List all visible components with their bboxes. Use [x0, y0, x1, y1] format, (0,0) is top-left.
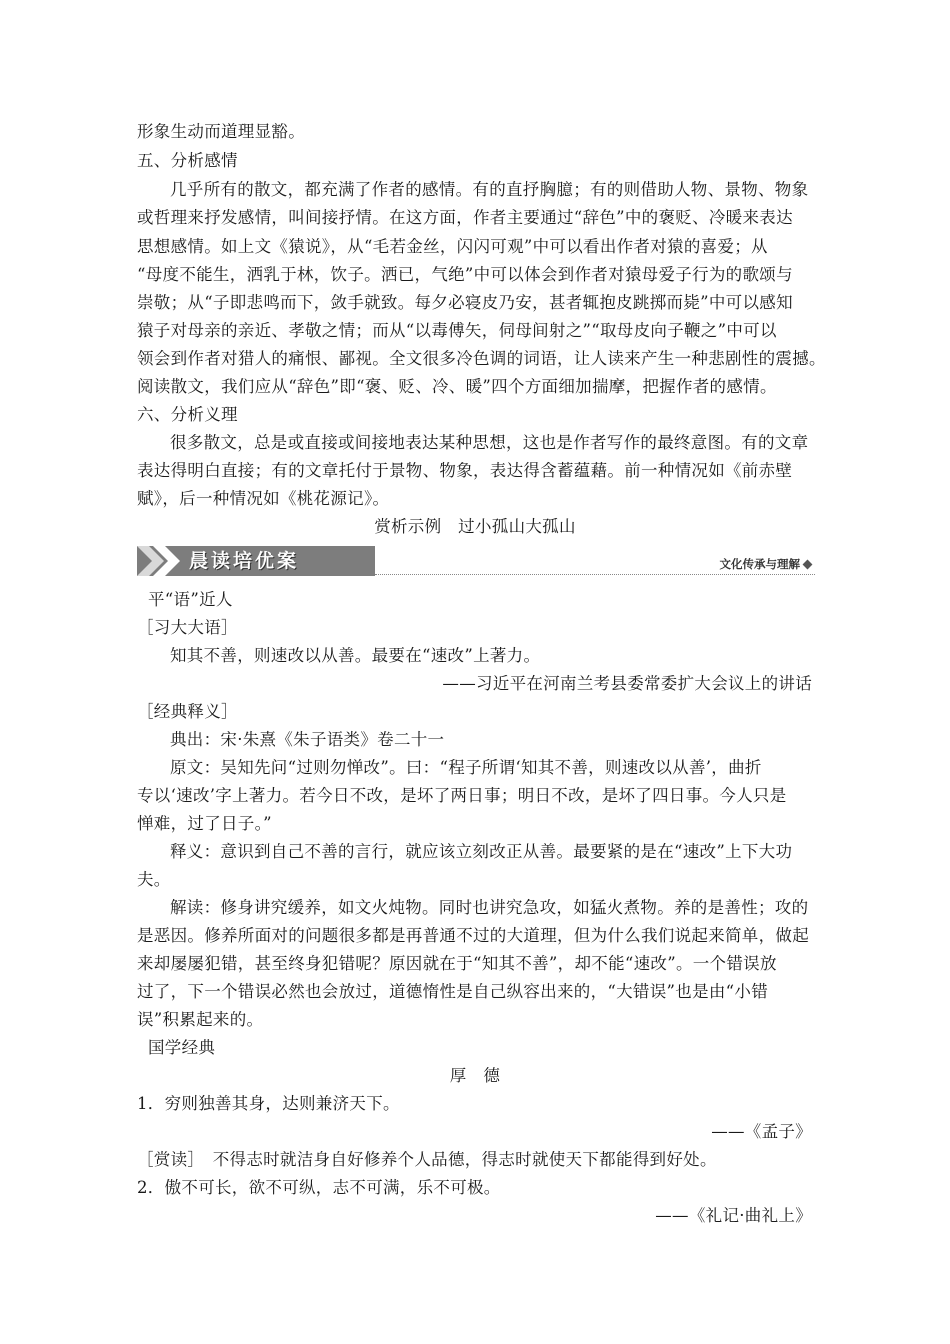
- paragraph-line: 惮难，过了日子。”: [137, 814, 272, 833]
- item-source: ——《礼记·曲礼上》: [655, 1206, 812, 1225]
- diamond-icon: [803, 560, 813, 570]
- paragraph-line: 很多散文，总是或直接或间接地表达某种思想，这也是作者写作的最终意图。有的文章: [170, 433, 809, 452]
- paragraph-line: 释义：意识到自己不善的言行，就应该立刻改正从善。最要紧的是在“速改”上下大功: [170, 842, 793, 861]
- paragraph-line: 领会到作者对猎人的痛恨、鄙视。全文很多冷色调的词语，让人读来产生一种悲剧性的震撼。: [137, 349, 826, 368]
- banner-divider: [375, 574, 815, 575]
- section-heading: 六、分析义理: [137, 405, 238, 424]
- paragraph-line: 过了，下一个错误必然也会放过，道德惰性是自己纵容出来的，“大错误”也是由“小错: [137, 982, 769, 1001]
- section-banner: [137, 546, 815, 576]
- section-heading: 五、分析感情: [137, 151, 238, 170]
- subsection-title: 厚 德: [449, 1066, 501, 1085]
- paragraph-line: “母度不能生，洒乳于林，饮子。洒已，气绝”中可以体会到作者对猿母爱子行为的歌颂与: [137, 265, 793, 284]
- paragraph-line: 或哲理来抒发感情，叫间接抒情。在这方面，作者主要通过“辞色”中的褒贬、冷暖来表达: [137, 208, 793, 227]
- paragraph-line: 阅读散文，我们应从“辞色”即“褒、贬、冷、暖”四个方面细加揣摩，把握作者的感情。: [137, 377, 777, 396]
- paragraph-line: 思想感情。如上文《猿说》，从“毛若金丝，闪闪可观”中可以看出作者对猿的喜爱；从: [137, 237, 768, 256]
- section-heading: 平“语”近人: [148, 590, 233, 609]
- paragraph-line: 来却屡屡犯错，甚至终身犯错呢？原因就在于“知其不善”，却不能“速改”。一个错误放: [137, 954, 777, 973]
- banner-subtitle-text: 文化传承与理解: [719, 557, 800, 571]
- paragraph-line: 是恶因。修养所面对的问题很多都是再普通不过的大道理，但为什么我们说起来简单，做起: [137, 926, 809, 945]
- label-classic: ［经典释义］: [137, 702, 238, 721]
- banner-subtitle: [720, 556, 812, 572]
- label-xi: ［习大大语］: [137, 618, 238, 637]
- item-comment: ［赏读］ 不得志时就洁身自好修养个人品德，得志时就使天下都能得到好处。: [137, 1150, 717, 1169]
- banner-title: 晨读培优案: [189, 550, 300, 572]
- quote-source: ——习近平在河南兰考县委常委扩大会议上的讲话: [442, 674, 812, 693]
- paragraph-line: 形象生动而道理显豁。: [137, 122, 305, 141]
- paragraph-line: 猿子对母亲的亲近、孝敬之情；而从“以毒傅矢，伺母间射之”“取母皮向子鞭之”中可以: [137, 321, 777, 340]
- paragraph-line: 原文：吴知先问“过则勿惮改”。曰：“程子所谓‘知其不善，则速改以从善’，曲折: [170, 758, 762, 777]
- paragraph-line: 几乎所有的散文，都充满了作者的感情。有的直抒胸臆；有的则借助人物、景物、物象: [170, 180, 809, 199]
- example-heading: 赏析示例 过小孤山大孤山: [374, 517, 576, 536]
- paragraph-line: 表达得明白直接；有的文章托付于景物、物象，表达得含蓄蕴藉。前一种情况如《前赤壁: [137, 461, 793, 480]
- list-item: 2．傲不可长，欲不可纵，志不可满，乐不可极。: [137, 1178, 501, 1197]
- item-source: ——《孟子》: [711, 1122, 812, 1141]
- section-heading: 国学经典: [148, 1038, 216, 1057]
- paragraph-line: 夫。: [137, 870, 171, 889]
- paragraph-line: 解读：修身讲究缓养，如文火炖物。同时也讲究急攻，如猛火煮物。养的是善性；攻的: [170, 898, 809, 917]
- paragraph-line: 赋》，后一种情况如《桃花源记》。: [137, 489, 390, 508]
- quote-text: 知其不善，则速改以从善。最要在“速改”上著力。: [170, 646, 541, 665]
- paragraph-line: 误”积累起来的。: [137, 1010, 264, 1029]
- paragraph-line: 专以‘速改’字上著力。若今日不改，是坏了两日事；明日不改，是坏了四日事。今人只是: [137, 786, 787, 805]
- paragraph-line: 崇敬；从“子即悲鸣而下，敛手就致。每夕必寝皮乃安，甚者辄抱皮跳掷而毙”中可以感知: [137, 293, 793, 312]
- list-item: 1．穷则独善其身，达则兼济天下。: [137, 1094, 400, 1113]
- paragraph-line: 典出：宋·朱熹《朱子语类》卷二十一: [170, 730, 445, 749]
